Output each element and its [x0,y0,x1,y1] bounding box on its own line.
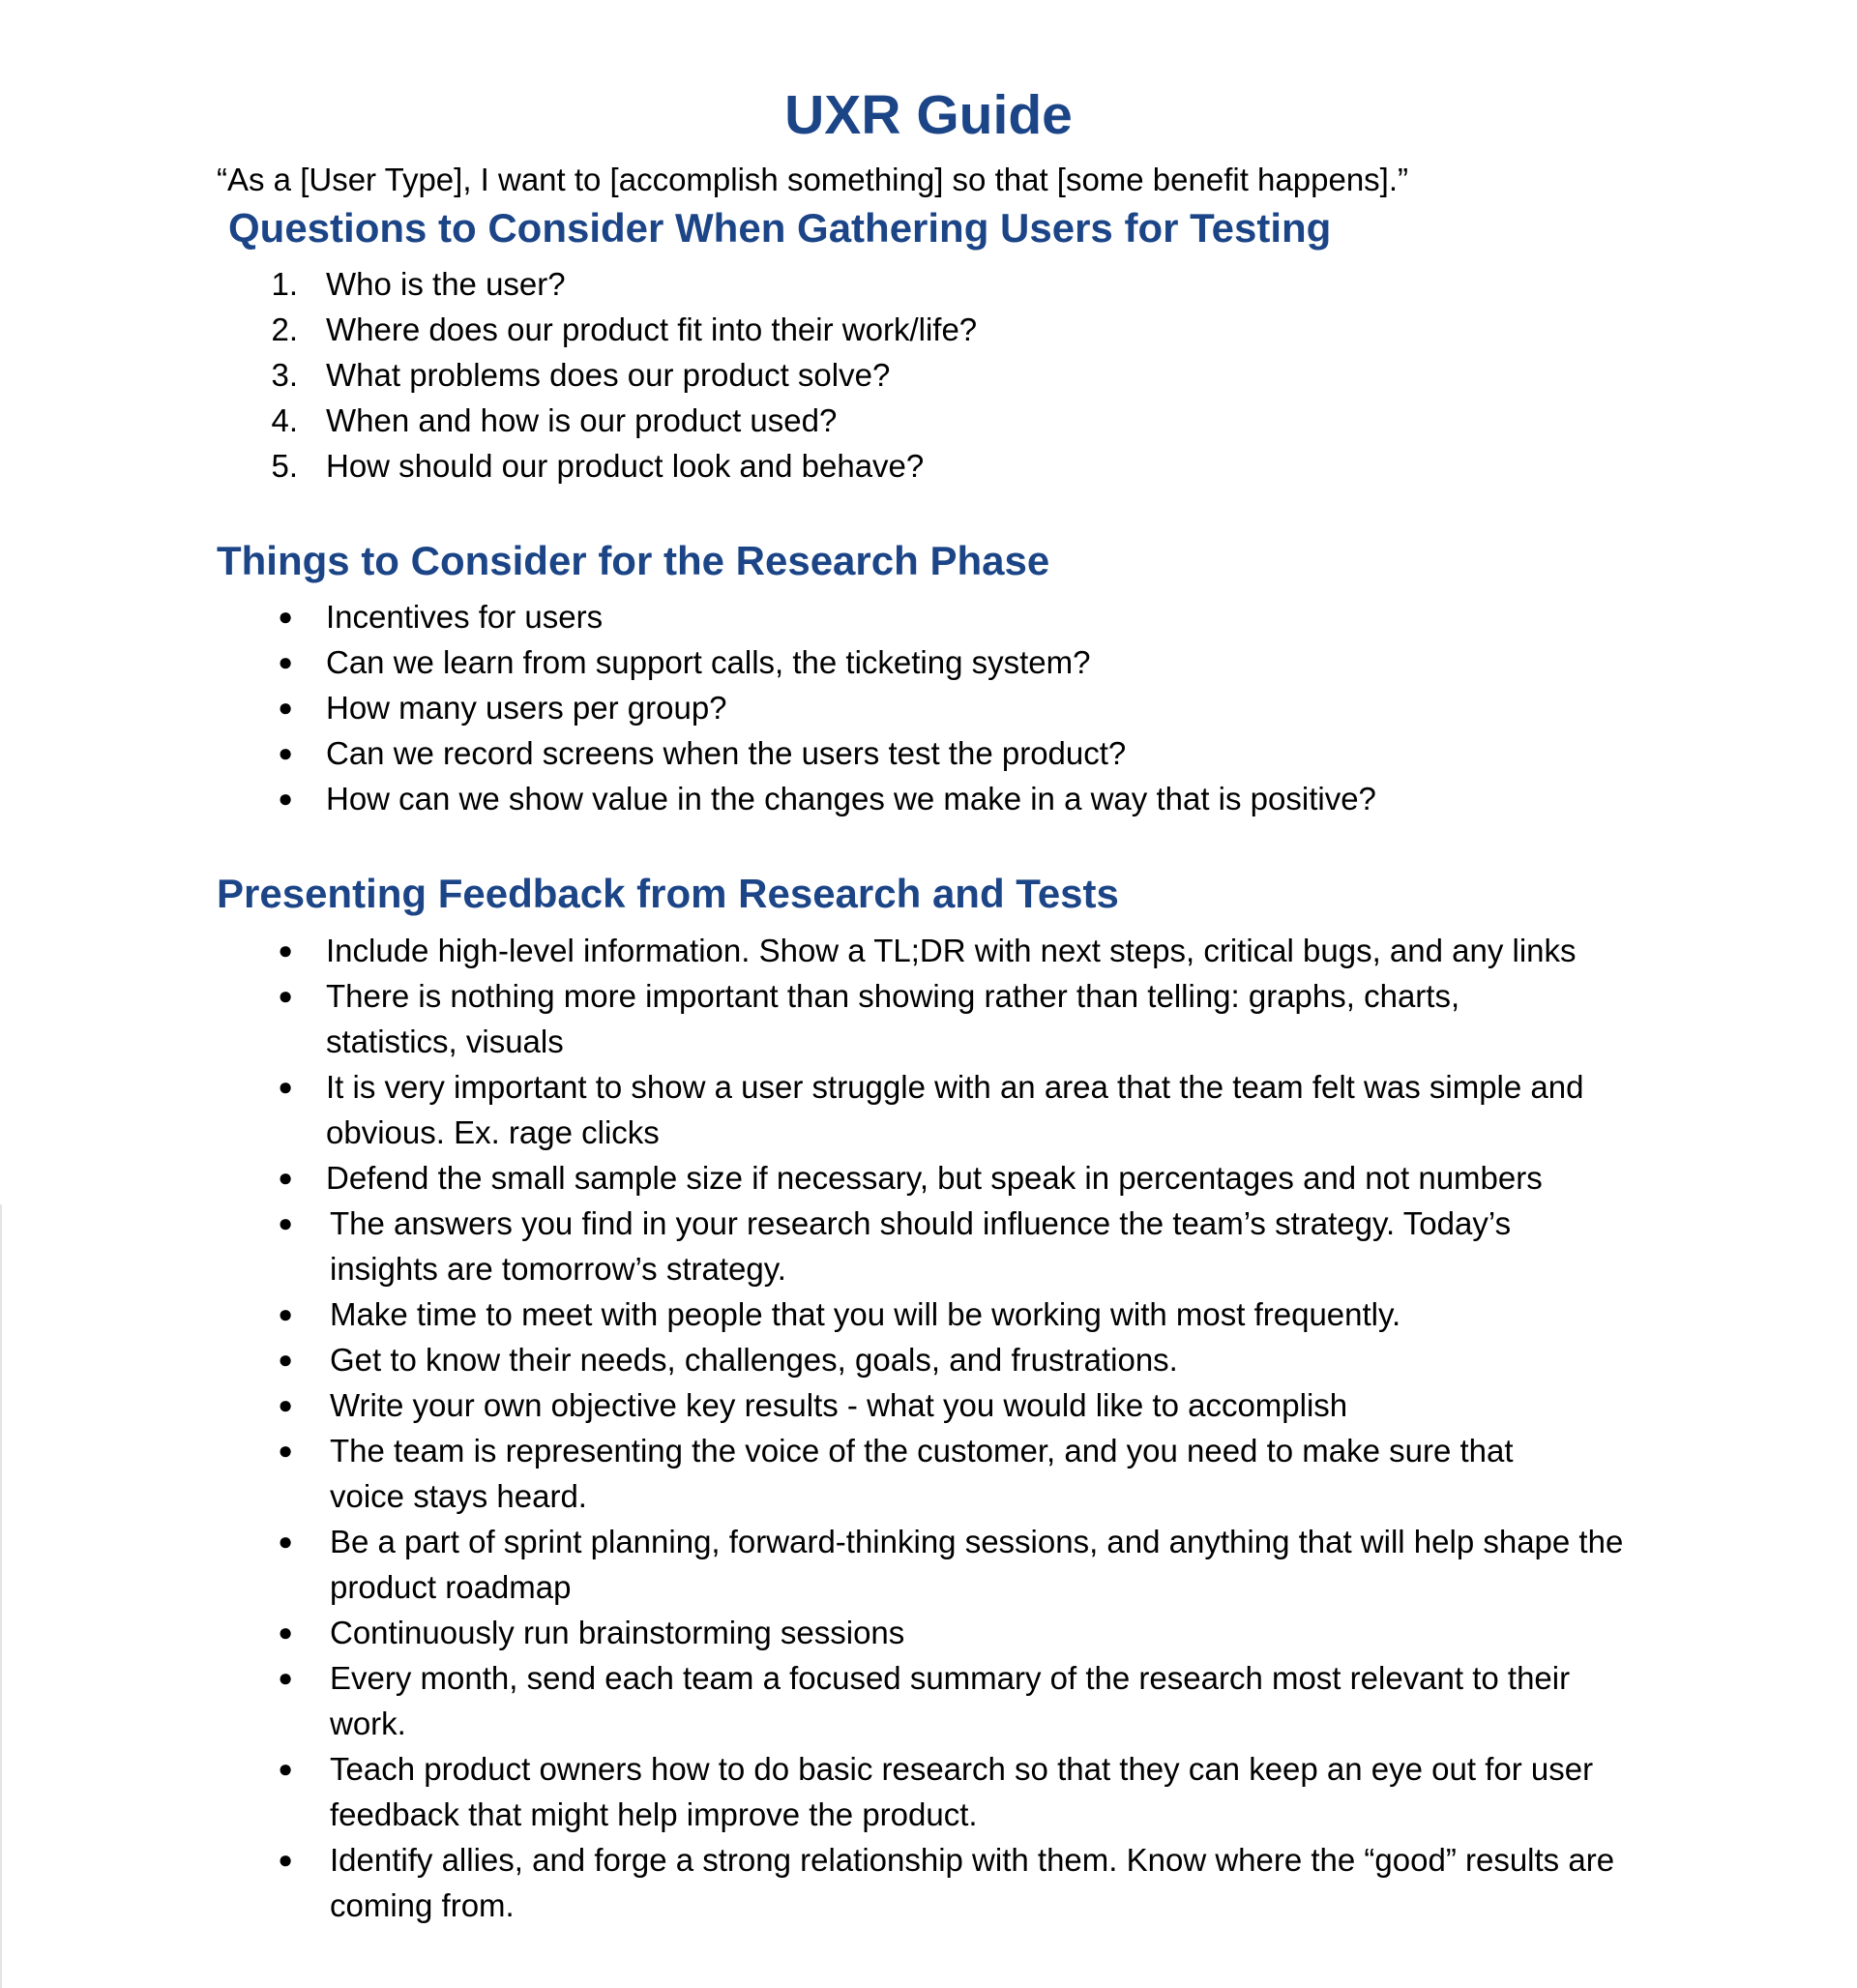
list-item-text: Who is the user? [326,266,566,302]
list-item-text: There is nothing more important than showing rather than telling: graphs, charts, statistics, visuals [326,978,1460,1059]
section-heading-questions: Questions to Consider When Gathering Users for Testing [228,205,1332,251]
list-item [0,1428,1587,1519]
list-item [0,1519,1636,1610]
bullet-icon: ● [278,1527,293,1556]
bullet-icon: ● [278,1345,293,1374]
bullet-icon: ● [278,1208,293,1237]
list-item-text: What problems does our product solve? [326,357,891,393]
list-item-text: Identify allies, and forge a strong relationship with them. Know where the “good” results are coming from. [330,1842,1615,1923]
list-item-text: How can we show value in the changes we make in a way that is positive? [326,781,1376,816]
list-item [0,1155,1680,1201]
bullet-icon: ● [278,1617,293,1647]
bullet-icon: ● [278,784,293,813]
list-number: 5. [271,448,298,484]
section-heading-research-phase: Things to Consider for the Research Phase [217,538,1050,583]
list-item [0,928,1680,973]
list-item-text: The answers you find in your research should influence the team’s strategy. Today’s insights are tomorrow’s strategy. [330,1205,1512,1287]
bullet-icon: ● [278,1072,293,1101]
bullet-icon: ● [278,1754,293,1783]
list-item [0,352,1680,398]
list-item-text: Continuously run brainstorming sessions [330,1615,905,1650]
list-item [0,594,1680,639]
page-edge-divider [0,1204,2,1988]
list-item [0,398,1680,443]
list-item-text: Get to know their needs, challenges, goals, and frustrations. [330,1342,1178,1378]
list-number: 4. [271,402,298,438]
list-item-text: Every month, send each team a focused summary of the research most relevant to their work. [330,1660,1571,1741]
page-title: UXR Guide [784,84,1073,146]
bullet-icon: ● [278,1163,293,1192]
list-number: 3. [271,357,298,393]
bullet-icon: ● [278,693,293,722]
list-item-text: Incentives for users [326,599,604,635]
list-item-text: Be a part of sprint planning, forward-thinking sessions, and anything that will help shape the product roadmap [330,1524,1624,1605]
list-item [0,1382,1684,1428]
bullet-icon: ● [278,602,293,631]
list-item-text: Make time to meet with people that you will be working with most frequently. [330,1296,1401,1332]
list-item [0,1337,1684,1382]
user-story-template: “As a [User Type], I want to [accomplish something] so that [some benefit happens].” [217,162,1409,197]
bullet-icon: ● [278,1436,293,1465]
questions-list [0,261,1680,489]
list-item-text: The team is representing the voice of the customer, and you need to make sure that voice stays heard. [330,1433,1514,1514]
bullet-icon: ● [278,738,293,767]
list-item [0,685,1680,730]
list-item [0,307,1680,352]
bullet-icon: ● [278,1663,293,1692]
list-item [0,1746,1597,1837]
list-item [0,261,1680,307]
section-heading-presenting-feedback: Presenting Feedback from Research and Tests [217,871,1119,916]
bullet-icon: ● [278,1845,293,1874]
bullet-icon: ● [278,1299,293,1328]
list-item [0,1655,1636,1746]
list-item [0,1291,1684,1337]
list-item [0,1201,1587,1291]
list-item [0,973,1516,1064]
list-item-text: Defend the small sample size if necessary, but speak in percentages and not numbers [326,1160,1543,1196]
list-item [0,443,1680,489]
presenting-feedback-list-a [0,928,1680,1201]
bullet-icon: ● [278,935,293,964]
list-item-text: Where does our product fit into their work/life? [326,312,978,347]
list-item-text: When and how is our product used? [326,402,838,438]
list-item [0,730,1680,776]
list-item [0,639,1680,685]
list-item [0,1837,1626,1928]
list-item [0,776,1680,821]
bullet-icon: ● [278,1390,293,1419]
list-item-text: How many users per group? [326,690,727,726]
presenting-feedback-list-b [0,1201,1684,1928]
list-item-text: Teach product owners how to do basic research so that they can keep an eye out for user feedback that might help improve the product. [330,1751,1594,1832]
list-item-text: Write your own objective key results - what you would like to accomplish [330,1387,1348,1423]
list-item-text: Include high-level information. Show a TL;DR with next steps, critical bugs, and any links [326,933,1577,968]
list-item [0,1610,1684,1655]
bullet-icon: ● [278,981,293,1010]
list-item-text: How should our product look and behave? [326,448,925,484]
research-phase-list [0,594,1680,821]
list-number: 2. [271,312,298,347]
list-item-text: Can we record screens when the users test the product? [326,735,1127,771]
list-item-text: It is very important to show a user struggle with an area that the team felt was simple and obvious. Ex. rage clicks [326,1069,1584,1150]
list-item-text: Can we learn from support calls, the ticketing system? [326,644,1091,680]
list-item [0,1064,1603,1155]
list-number: 1. [271,266,298,302]
bullet-icon: ● [278,647,293,676]
